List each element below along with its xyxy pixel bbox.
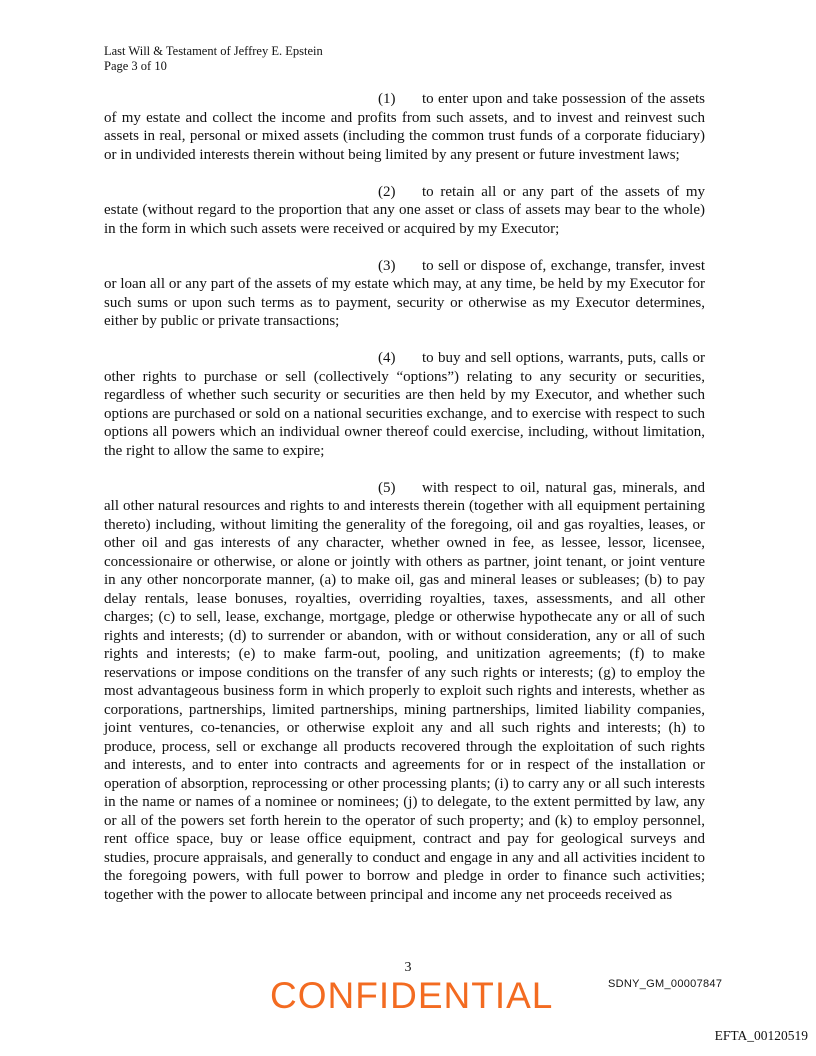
page-header	[104, 44, 323, 74]
clause-text: to enter upon and take possession of the assets of my estate and collect the income and profits from such assets, and to invest and reinvest such assets in real, personal or mixed assets (including the common trust funds of a corporate fiduciary) or in undivided interests therein without being limited by any present or future investment laws;	[104, 91, 705, 163]
clause-number: (3)	[378, 257, 396, 274]
clause-number: (1)	[378, 91, 396, 107]
clause-3	[104, 257, 705, 331]
clause-text: to retain all or any part of the assets of my estate (without regard to the proportion that any one asset or class of assets may bear to the whole) in the form in which such assets were received or acquired by my Executor;	[104, 183, 705, 237]
clause-1	[104, 90, 705, 164]
document-body	[104, 90, 705, 904]
page-indicator: Page 3 of 10	[104, 59, 167, 73]
clause-5	[104, 479, 705, 905]
confidential-stamp: CONFIDENTIAL	[270, 975, 554, 1016]
bates-number: SDNY_GM_00007847	[608, 978, 723, 990]
clause-number: (4)	[378, 350, 396, 366]
clause-4	[104, 349, 705, 460]
clause-text: with respect to oil, natural gas, minerals, and all other natural resources and rights to and interests therein (together with all equipment pertaining thereto) including, without limiting the generality of the foregoing, oil and gas royalties, leases, or other oil and gas interests of any character, whether owned in fee, as lessee, lessor, licensee, concessionaire or otherwise, or alone or jointly with others as partner, joint tenant, or joint venture in any other noncorporate manner, (a) to make oil, gas and mineral leases or subleases; (b) to pay delay rentals, lease bonuses, royalties, overriding royalties, taxes, assessments, and all other charges; (c) to sell, lease, exchange, mortgage, pledge or otherwise hypothecate any or all of such rights and interests; (d) to surrender or abandon, with or without consideration, any or all of such rights and interests; (e) to make farm-out, pooling, and unitization agreements; (f) to make reservations or impose conditions on the transfer of any such rights or interests; (g) to employ the most advantageous business form in which properly to exploit such rights and interests, whether as corporations, partnerships, limited partnerships, mining partnerships, limited liability companies, joint ventures, co-tenancies, or otherwise exploit any and all such rights and interests; (h) to produce, process, sell or exchange all products recovered through the exploitation of such rights and interests, and to enter into contracts and agreements for or in respect of the installation or operation of absorption, reprocessing or other processing plants; (i) to carry any or all such interests in the name or names of a nominee or nominees; (j) to delegate, to the extent permitted by law, any or all of the powers set forth herein to the operator of such property; and (k) to employ personnel, rent office space, buy or lease office equipment, contract and pay for geological surveys and studies, procure appraisals, and generally to conduct and engage in any and all activities incident to the foregoing powers, with full power to borrow and pledge in order to finance such activities; together with the power to allocate between principal and income any net proceeds received as	[104, 479, 705, 903]
clause-text: to buy and sell options, warrants, puts, calls or other rights to purchase or sell (collectively “options”) relating to any security or securities, regardless of whether such security or securities are then held by my Executor, and whether such options are purchased or sold on a national securities exchange, and to exercise with respect to such options all powers which an individual owner thereof could exercise, including, without limitation, the right to allow the same to expire;	[104, 350, 705, 459]
clause-number: (2)	[378, 183, 396, 200]
document-title: Last Will & Testament of Jeffrey E. Epstein	[104, 44, 323, 58]
page-number: 3	[404, 960, 412, 975]
clause-2	[104, 183, 705, 239]
clause-number: (5)	[378, 479, 396, 496]
efta-number: EFTA_00120519	[714, 1028, 808, 1043]
clause-text: to sell or dispose of, exchange, transfer, invest or loan all or any part of the assets of my estate which may, at any time, be held by my Executor for such sums or upon such terms as to payment, security or otherwise as my Executor determines, either by public or private transactions;	[104, 257, 705, 329]
